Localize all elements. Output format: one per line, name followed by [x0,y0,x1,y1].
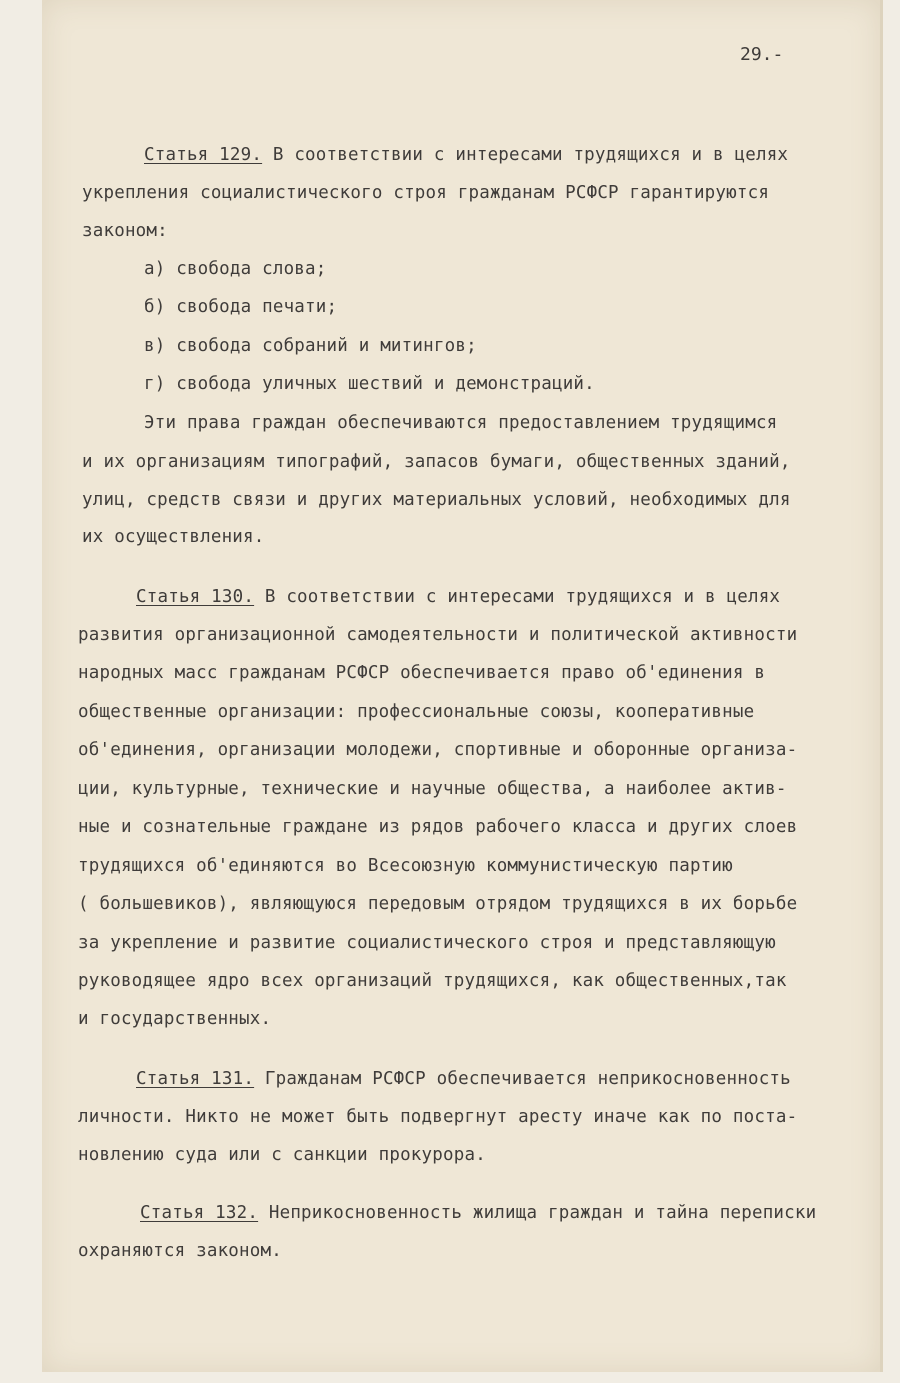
article-130-heading: Статья 130. [136,587,255,607]
text-line: трудящихся об'единяются во Всесоюзную коммунистическую партию [78,856,733,876]
text-line: руководящее ядро всех организаций трудящихся, как общественных,так [78,971,787,991]
text-line: общественные организации: профессиональные союзы, кооперативные [78,702,755,722]
text-line: и их организациям типографий, запасов бумаги, общественных зданий, [82,452,791,472]
article-129-heading: Статья 129. [144,145,263,165]
text-line: развития организационной самодеятельности и политической активности [78,625,798,645]
article-132-first-line [140,1194,816,1232]
text-line: Эти права граждан обеспечиваются предоставлением трудящимся [144,413,778,433]
article-129-first-line [144,136,788,174]
text-line: новлению суда или с санкции прокурора. [78,1145,486,1165]
list-item: б) свобода печати; [144,297,338,317]
text-line: личности. Никто не может быть подвергнут аресту иначе как по поста- [78,1107,798,1127]
paper-edge [880,0,883,1372]
article-131-first-line [136,1060,791,1098]
text-line: законом: [82,221,168,241]
page-number: 29.- [740,44,784,65]
article-132-heading: Статья 132. [140,1203,259,1223]
text-line: ции, культурные, технические и научные общества, а наиболее актив- [78,779,787,799]
text-line: об'единения, организации молодежи, спортивные и оборонные организа- [78,740,798,760]
text-line: и государственных. [78,1009,272,1029]
list-item: в) свобода собраний и митингов; [144,336,477,356]
text-line: их осуществления. [82,527,265,547]
text-line: Гражданам РСФСР обеспечивается неприкосновенность [254,1069,791,1089]
text-line: укрепления социалистического строя гражданам РСФСР гарантируются [82,183,770,203]
article-130-first-line [136,578,780,616]
text-line: ( большевиков), являющуюся передовым отрядом трудящихся в их борьбе [78,894,798,914]
text-line: народных масс гражданам РСФСР обеспечивается право об'единения в [78,663,766,683]
text-line: улиц, средств связи и других материальных условий, необходимых для [82,490,791,510]
text-line: ные и сознательные граждане из рядов рабочего класса и других слоев [78,817,798,837]
text-line: Неприкосновенность жилища граждан и тайна переписки [258,1203,817,1223]
text-line: В соответствии с интересами трудящихся и в целях [262,145,789,165]
text-line: охраняются законом. [78,1241,282,1261]
text-line: за укрепление и развитие социалистического строя и представляющую [78,933,776,953]
list-item: г) свобода уличных шествий и демонстраций. [144,374,595,394]
list-item: а) свобода слова; [144,259,327,279]
article-131-heading: Статья 131. [136,1069,255,1089]
text-line: В соответствии с интересами трудящихся и в целях [254,587,781,607]
